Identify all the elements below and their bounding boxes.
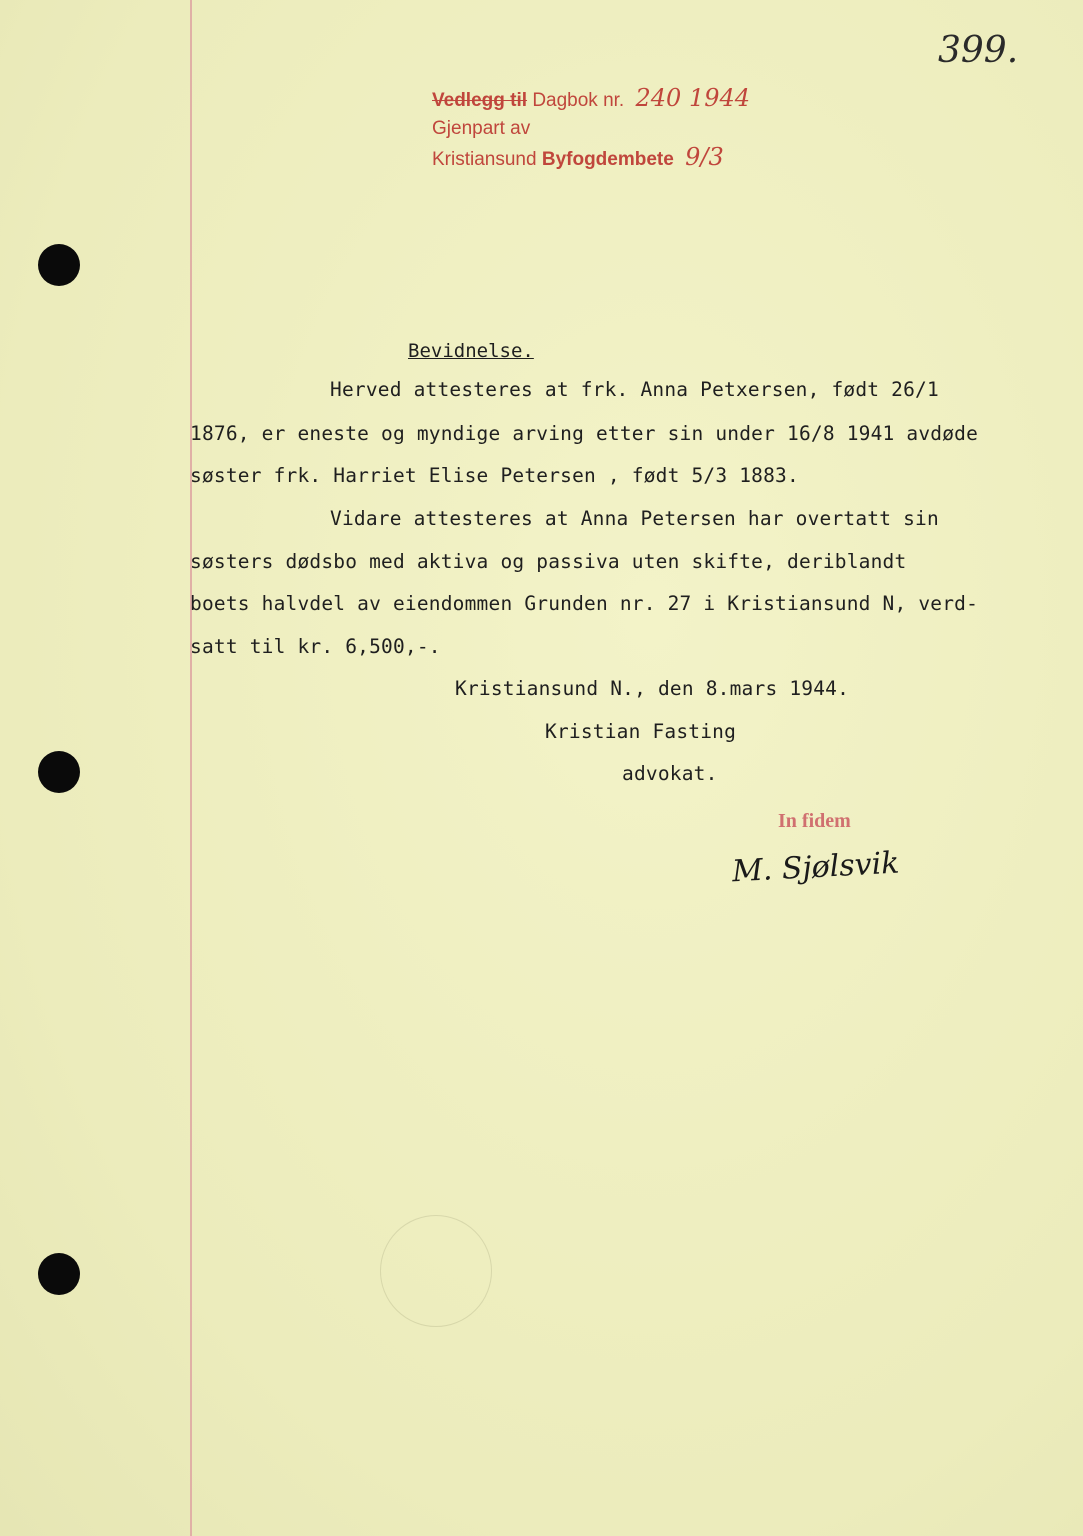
handwritten-signature: M. Sjølsvik <box>731 845 901 890</box>
body-line-6: boets halvdel av eiendommen Grunden nr. 27 i Kristiansund N, verd- <box>190 592 979 615</box>
page-number: 399. <box>938 30 1019 71</box>
body-line-7: satt til kr. 6,500,-. <box>190 635 441 658</box>
registry-stamp <box>432 84 750 174</box>
body-line-4: Vidare attesteres at Anna Petersen har overtatt sin <box>330 507 939 530</box>
stamp-struck-label: Vedlegg til <box>432 90 528 111</box>
body-line-1: Herved attesteres at frk. Anna Petxersen, født 26/1 <box>330 378 939 401</box>
stamp-gjenpart: Gjenpart av <box>432 118 531 139</box>
punch-hole-bottom <box>38 1253 80 1295</box>
body-line-2: 1876, er eneste og myndige arving etter sin under 16/8 1941 avdøde <box>190 422 979 445</box>
place-date-line: Kristiansund N., den 8.mars 1944. <box>455 677 850 700</box>
body-line-3: søster frk. Harriet Elise Petersen , født 5/3 1883. <box>190 464 799 487</box>
in-fidem-stamp: In fidem <box>778 810 851 832</box>
margin-line <box>190 0 192 1536</box>
stamp-dagbok-label: Dagbok nr. <box>532 90 625 111</box>
author-name: Kristian Fasting <box>545 720 737 743</box>
stamp-office: Byfogdembete <box>541 149 674 170</box>
faint-seal <box>380 1215 492 1327</box>
document-heading: Bevidnelse. <box>408 340 534 362</box>
punch-hole-top <box>38 244 80 286</box>
stamp-place: Kristiansund <box>432 149 537 170</box>
stamp-date: 9/3 <box>685 143 724 171</box>
author-title: advokat. <box>622 762 718 785</box>
punch-hole-middle <box>38 751 80 793</box>
body-line-5: søsters dødsbo med aktiva og passiva uten skifte, deriblandt <box>190 550 907 573</box>
stamp-dagbok-number: 240 1944 <box>635 84 751 112</box>
